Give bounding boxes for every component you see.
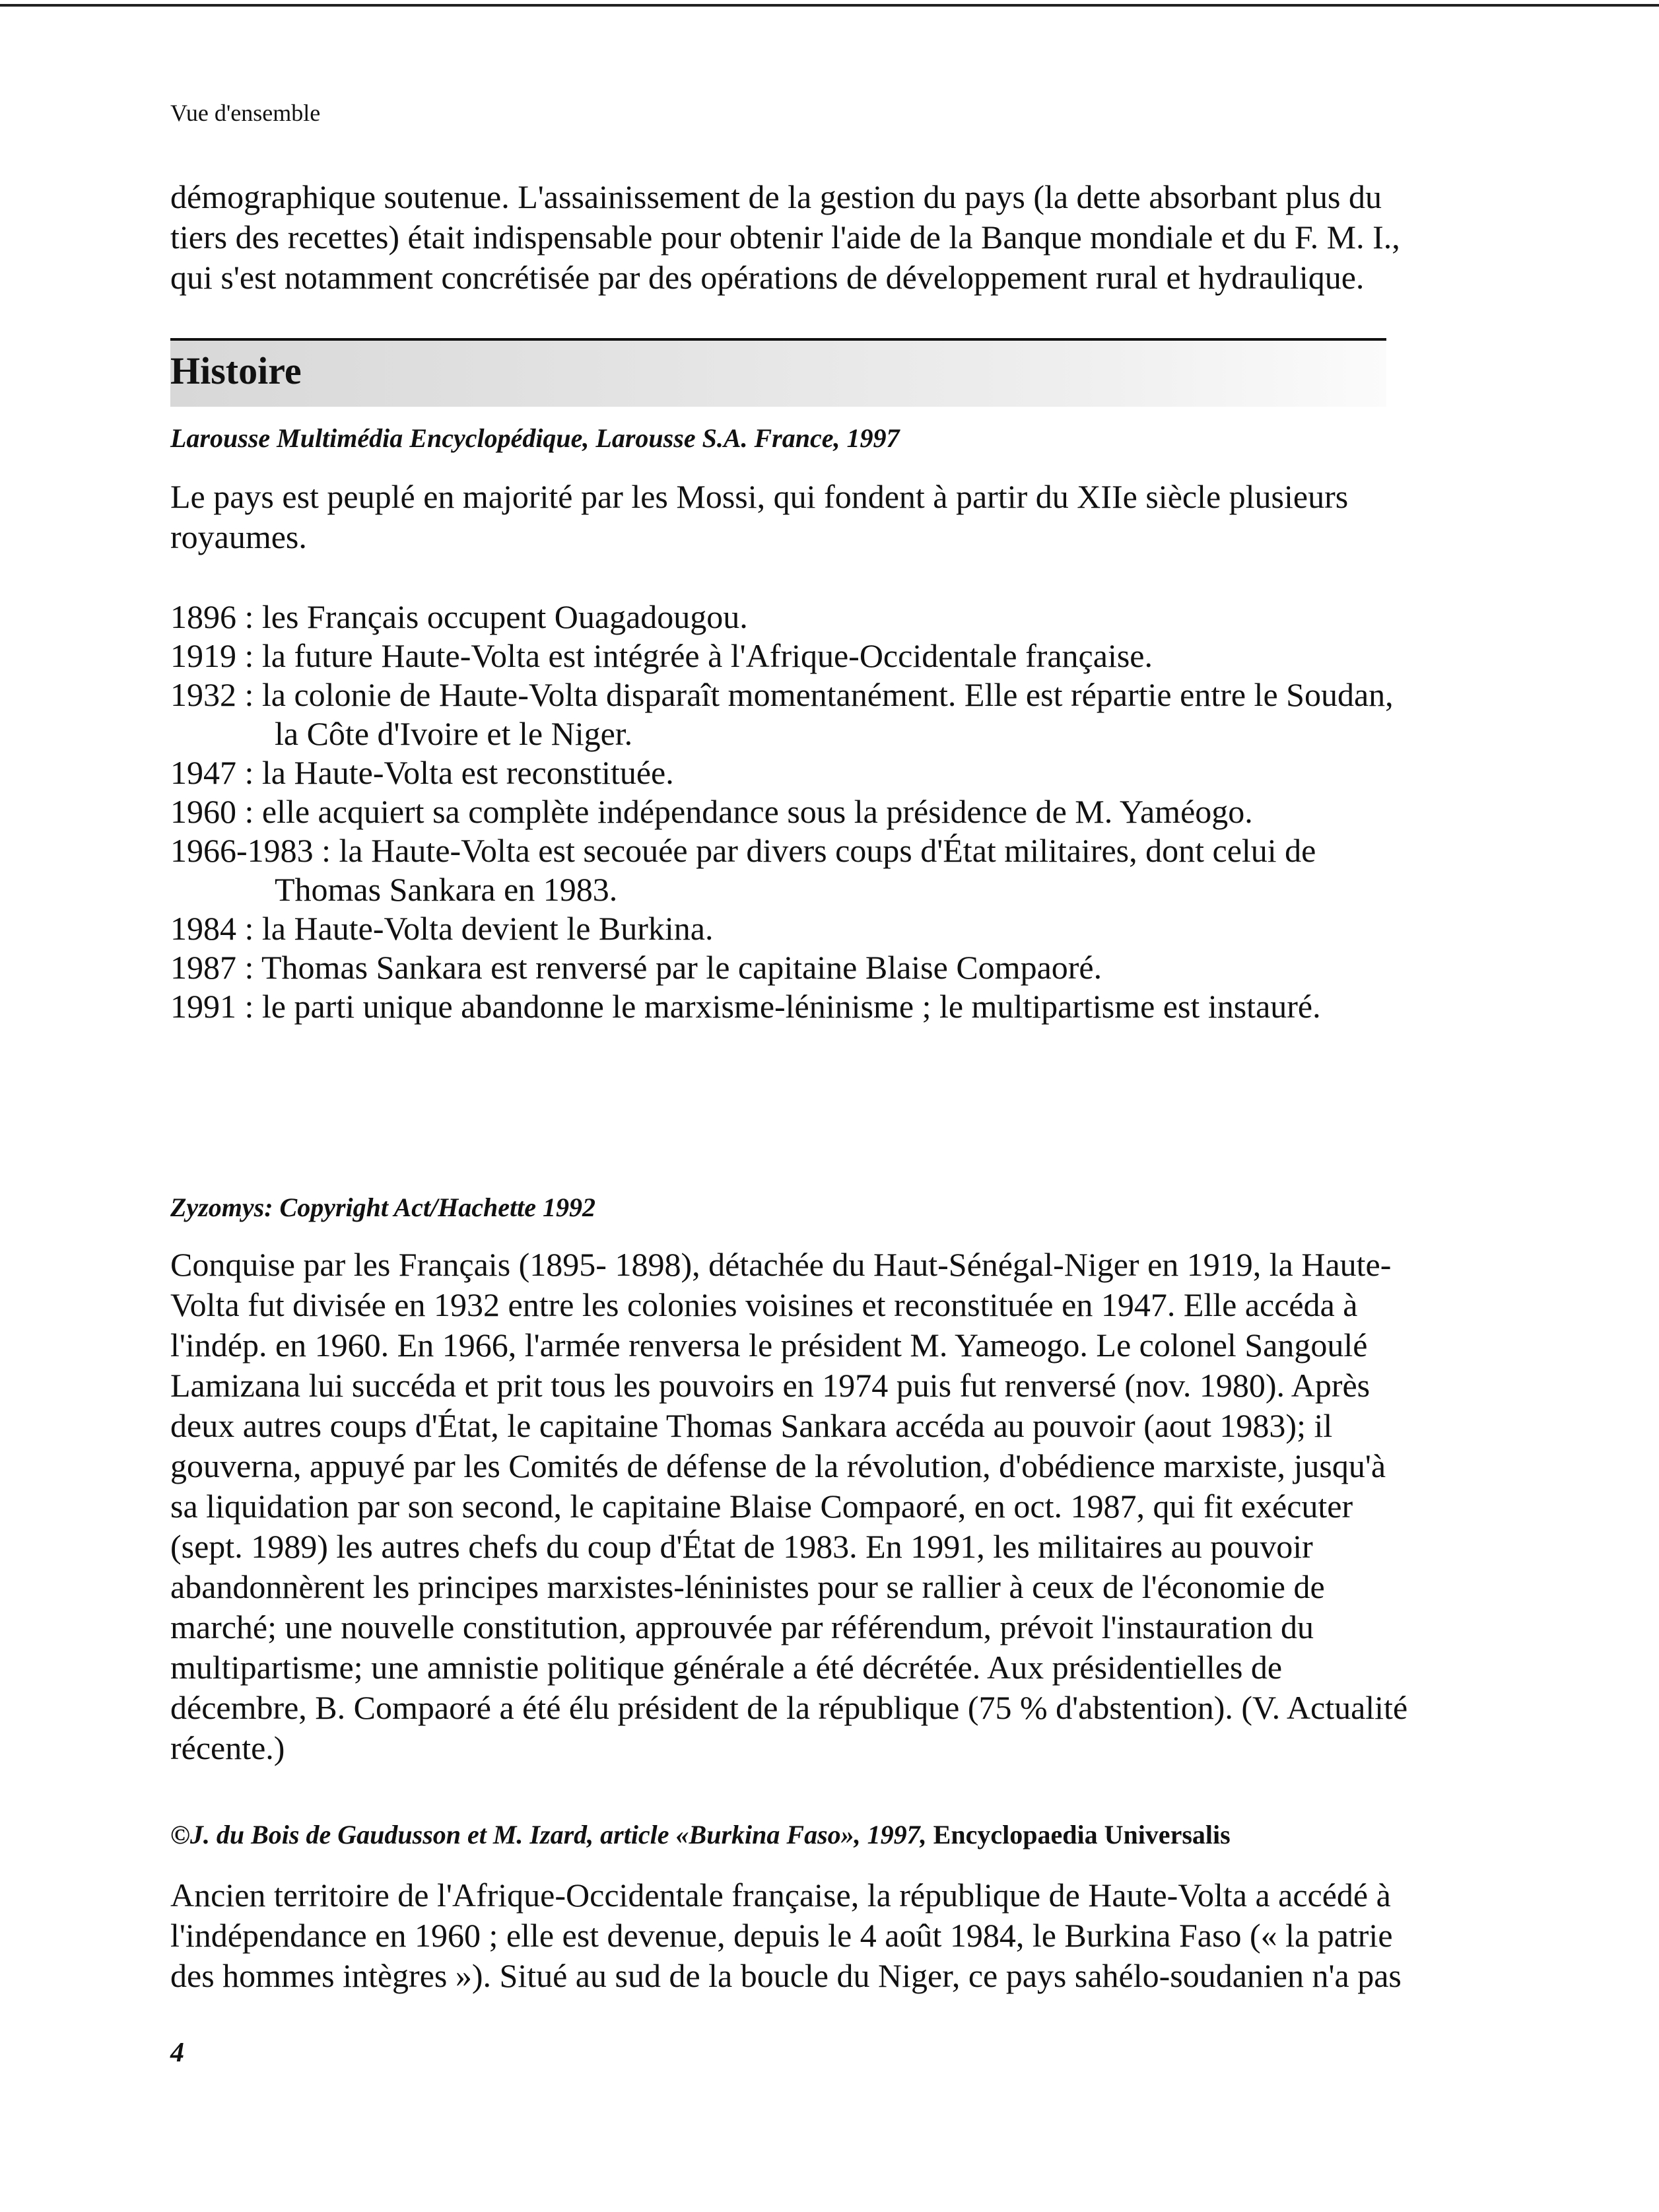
- larousse-source: Larousse Multimédia Encyclopédique, Larousse S.A. France, 1997: [170, 423, 900, 453]
- zyzomys-text: Conquise par les Français (1895- 1898), détachée du Haut-Sénégal-Niger en 1919, la Haute-Volta fut divisée en 1932 entre les colonies voisines et reconstituée en 1947. Elle accéda à l'indép. en 1960. En 1966, l'armée renversa le président M. Yameogo. Le colonel Sangoulé Lamizana lui succéda et prit tous les pouvoirs en 1974 puis fut renversé (nov. 1980). Après deux autres coups d'État, le capitaine Thomas Sankara accéda au pouvoir (aout 1983); il gouverna, appuyé par les Comités de défense de la révolution, d'obédience marxiste, jusqu'à sa liquidation par son second, le capitaine Blaise Compaoré, en oct. 1987, qui fit exécuter (sept. 1989) les autres chefs du coup d'État de 1983. En 1991, les militaires au pouvoir abandonnèrent les principes marxistes-léninistes pour se rallier à ceux de l'économie de marché; une nouvelle constitution, approuvée par référendum, prévoit l'instauration du multipartisme; une amnistie politique générale a été décrétée. Aux présidentielles de décembre, B. Compaoré a été élu président de la république (75 % d'abstention). (V. Actualité récente.): [170, 1246, 1408, 1766]
- timeline-entry: 1919 : la future Haute-Volta est intégrée à l'Afrique-Occidentale française.: [170, 637, 1153, 674]
- top-rule: [0, 4, 1659, 7]
- page-number: 4: [170, 2038, 184, 2068]
- timeline-entry: 1991 : le parti unique abandonne le marxisme-léninisme ; le multipartisme est instauré.: [170, 988, 1321, 1025]
- timeline-entry: 1932 : la colonie de Haute-Volta disparaît momentanément. Elle est répartie entre le Soudan, la Côte d'Ivoire et le Niger.: [170, 676, 1394, 752]
- universalis-source: [170, 1819, 1231, 1850]
- timeline-entry: 1987 : Thomas Sankara est renversé par le capitaine Blaise Compaoré.: [170, 949, 1102, 986]
- intro-text: démographique soutenue. L'assainissement de la gestion du pays (la dette absorbant plus du tiers des recettes) était indispensable pour obtenir l'aide de la Banque mondiale et du F. M. I., qui s'est notamment concrétisée par des opérations de développement rural et hydraulique.: [170, 178, 1400, 296]
- universalis-source-title: Encyclopaedia Universalis: [933, 1820, 1231, 1849]
- timeline-entry: 1966-1983 : la Haute-Volta est secouée par divers coups d'État militaires, dont celui de Thomas Sankara en 1983.: [170, 832, 1316, 908]
- timeline-entry: 1947 : la Haute-Volta est reconstituée.: [170, 754, 674, 791]
- larousse-intro: Le pays est peuplé en majorité par les Mossi, qui fondent à partir du XIIe siècle plusieurs royaumes.: [170, 478, 1349, 555]
- timeline: [170, 598, 1411, 1026]
- universalis-text: Ancien territoire de l'Afrique-Occidentale française, la république de Haute-Volta a accédé à l'indépendance en 1960 ; elle est devenue, depuis le 4 août 1984, le Burkina Faso (« la patrie des hommes intègres »). Situé au sud de la boucle du Niger, ce pays sahélo-soudanien n'a pas: [170, 1877, 1402, 1994]
- universalis-source-citation: ©J. du Bois de Gaudusson et M. Izard, article «Burkina Faso», 1997,: [170, 1820, 927, 1849]
- timeline-entry: 1960 : elle acquiert sa complète indépendance sous la présidence de M. Yaméogo.: [170, 793, 1253, 830]
- intro-paragraph: [170, 177, 1411, 298]
- running-head: Vue d'ensemble: [170, 100, 321, 126]
- timeline-entry: 1896 : les Français occupent Ouagadougou.: [170, 598, 748, 635]
- section-title: Histoire: [170, 349, 302, 392]
- zyzomys-source: Zyzomys: Copyright Act/Hachette 1992: [170, 1192, 596, 1222]
- timeline-entry: 1984 : la Haute-Volta devient le Burkina.: [170, 910, 714, 947]
- section-header-bar: [170, 338, 1386, 407]
